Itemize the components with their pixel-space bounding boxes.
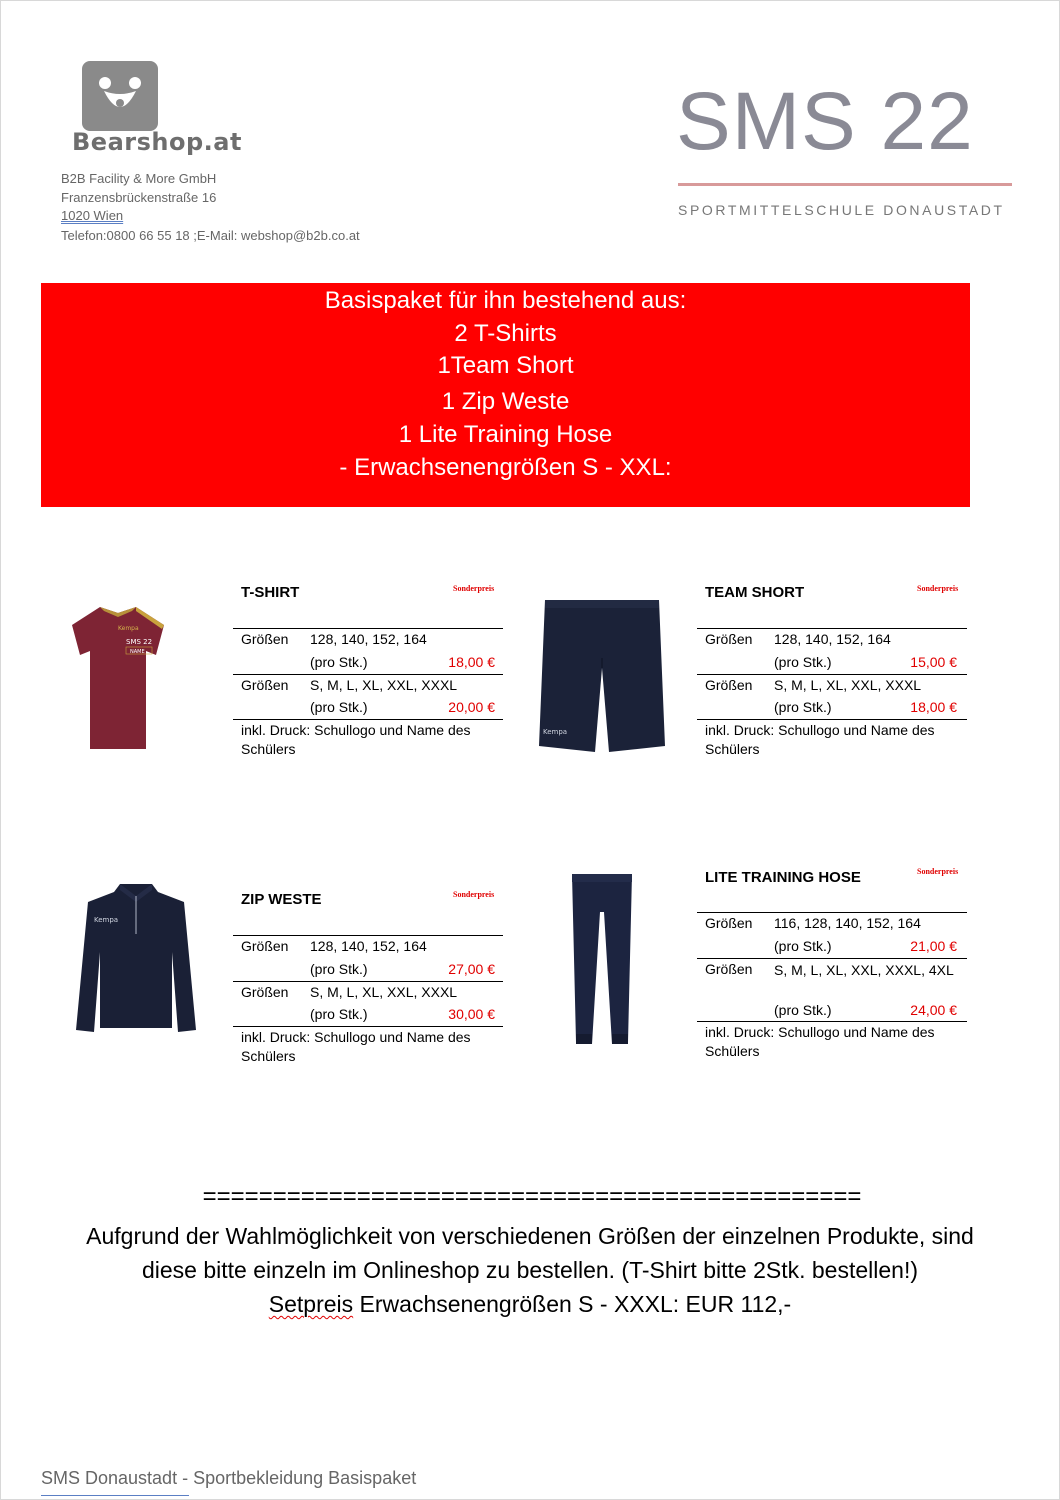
school-logo-divider <box>678 183 1012 186</box>
training-pants-image <box>568 872 636 1048</box>
school-logo-subtitle: SPORTMITTELSCHULE DONAUSTADT <box>678 202 1005 218</box>
product-title-tshirt: T-SHIRT <box>241 584 300 601</box>
special-price-badge: Sonderpreis <box>453 584 495 593</box>
price: 15,00 € <box>910 654 957 670</box>
set-price-label: Setpreis <box>268 1291 354 1317</box>
table-rule <box>233 1026 503 1027</box>
company-contact: Telefon:0800 66 55 18 ;E-Mail: webshop@b2b.co.at <box>61 228 360 243</box>
size-label: Größen <box>705 631 753 647</box>
print-note: inkl. Druck: Schullogo und Name des Schülers <box>705 722 935 757</box>
table-rule <box>697 912 967 913</box>
price: 30,00 € <box>448 1006 495 1022</box>
team-short-image <box>537 598 667 754</box>
size-label: Größen <box>705 677 753 693</box>
tshirt-print-name: NAME <box>130 649 145 655</box>
size-list: S, M, L, XL, XXL, XXXL <box>774 677 922 693</box>
print-note: inkl. Druck: Schullogo und Name des Schülers <box>705 1024 935 1059</box>
product-title-team-short: TEAM SHORT <box>705 584 805 601</box>
table-rule <box>697 1021 967 1022</box>
company-name: B2B Facility & More GmbH <box>61 171 217 186</box>
unit-label: (pro Stk.) <box>310 699 368 715</box>
banner-line: 1Team Short <box>437 352 574 379</box>
product-title-lite-training-hose: LITE TRAINING HOSE <box>705 869 861 886</box>
size-list: 128, 140, 152, 164 <box>310 631 427 647</box>
tshirt-print-label: SMS 22 <box>126 638 153 646</box>
table-rule <box>233 935 503 936</box>
order-info-line-1: Aufgrund der Wahlmöglichkeit von verschiedenen Größen der einzelnen Produkte, sind <box>86 1223 974 1249</box>
page-footer: SMS Donaustadt - Sportbekleidung Basispaket <box>41 1468 417 1488</box>
unit-label: (pro Stk.) <box>774 654 832 670</box>
product-title-zip-weste: ZIP WESTE <box>241 891 322 908</box>
special-price-badge: Sonderpreis <box>917 867 959 876</box>
table-rule <box>697 958 967 959</box>
table-rule <box>697 719 967 720</box>
size-label: Größen <box>241 938 289 954</box>
table-rule <box>233 674 503 675</box>
print-note: inkl. Druck: Schullogo und Name des Schülers <box>241 722 471 757</box>
unit-label: (pro Stk.) <box>310 961 368 977</box>
print-note: inkl. Druck: Schullogo und Name des Schülers <box>241 1029 471 1064</box>
zip-jacket-brand: Kempa <box>94 916 119 924</box>
banner-line: Basispaket für ihn bestehend aus: <box>324 287 687 314</box>
table-rule <box>233 628 503 629</box>
school-logo-title: SMS 22 <box>676 76 974 167</box>
package-banner <box>41 283 970 507</box>
table-rule <box>697 674 967 675</box>
brand-logo-text: Bearshop.at <box>72 128 242 156</box>
price: 21,00 € <box>910 938 957 954</box>
unit-label: (pro Stk.) <box>774 699 832 715</box>
banner-line: 1 Lite Training Hose <box>398 421 613 448</box>
price: 18,00 € <box>448 654 495 670</box>
special-price-badge: Sonderpreis <box>453 890 495 899</box>
size-list: S, M, L, XL, XXL, XXXL <box>310 677 458 693</box>
company-street: Franzensbrückenstraße 16 <box>61 190 217 205</box>
company-city: 1020 Wien <box>61 208 124 223</box>
unit-label: (pro Stk.) <box>310 1006 368 1022</box>
size-list: 128, 140, 152, 164 <box>310 938 427 954</box>
size-list: 128, 140, 152, 164 <box>774 631 891 647</box>
size-label: Größen <box>705 915 753 931</box>
size-label: Größen <box>241 631 289 647</box>
special-price-badge: Sonderpreis <box>917 584 959 593</box>
table-rule <box>233 981 503 982</box>
unit-label: (pro Stk.) <box>310 654 368 670</box>
size-label: Größen <box>241 984 289 1000</box>
bear-logo-icon <box>82 61 158 131</box>
price: 18,00 € <box>910 699 957 715</box>
table-rule <box>697 628 967 629</box>
banner-line: 2 T-Shirts <box>454 320 557 347</box>
size-list: S, M, L, XL, XXL, XXXL, 4XL <box>774 962 954 978</box>
size-label: Größen <box>705 961 753 977</box>
svg-text:Kempa: Kempa <box>118 625 139 632</box>
banner-line: 1 Zip Weste <box>441 388 570 415</box>
price: 24,00 € <box>910 1002 957 1018</box>
size-list: 116, 128, 140, 152, 164 <box>774 915 921 931</box>
unit-label: (pro Stk.) <box>774 1002 832 1018</box>
banner-line: - Erwachsenengrößen S - XXL: <box>339 454 672 481</box>
order-info-line-2: diese bitte einzeln im Onlineshop zu bestellen. (T-Shirt bitte 2Stk. bestellen!) <box>141 1257 918 1283</box>
unit-label: (pro Stk.) <box>774 938 832 954</box>
tshirt-image <box>70 603 166 753</box>
set-price-line <box>30 1291 1030 1318</box>
set-price-value: Erwachsenengrößen S - XXXL: EUR 112,- <box>353 1291 792 1317</box>
price: 20,00 € <box>448 699 495 715</box>
size-label: Größen <box>241 677 289 693</box>
table-rule <box>233 719 503 720</box>
team-short-brand: Kempa <box>543 728 568 736</box>
separator-line: =============================================== <box>202 1183 862 1210</box>
zip-jacket-image <box>74 882 198 1036</box>
footer-underline <box>41 1495 189 1496</box>
size-list: S, M, L, XL, XXL, XXXL <box>310 984 458 1000</box>
price: 27,00 € <box>448 961 495 977</box>
